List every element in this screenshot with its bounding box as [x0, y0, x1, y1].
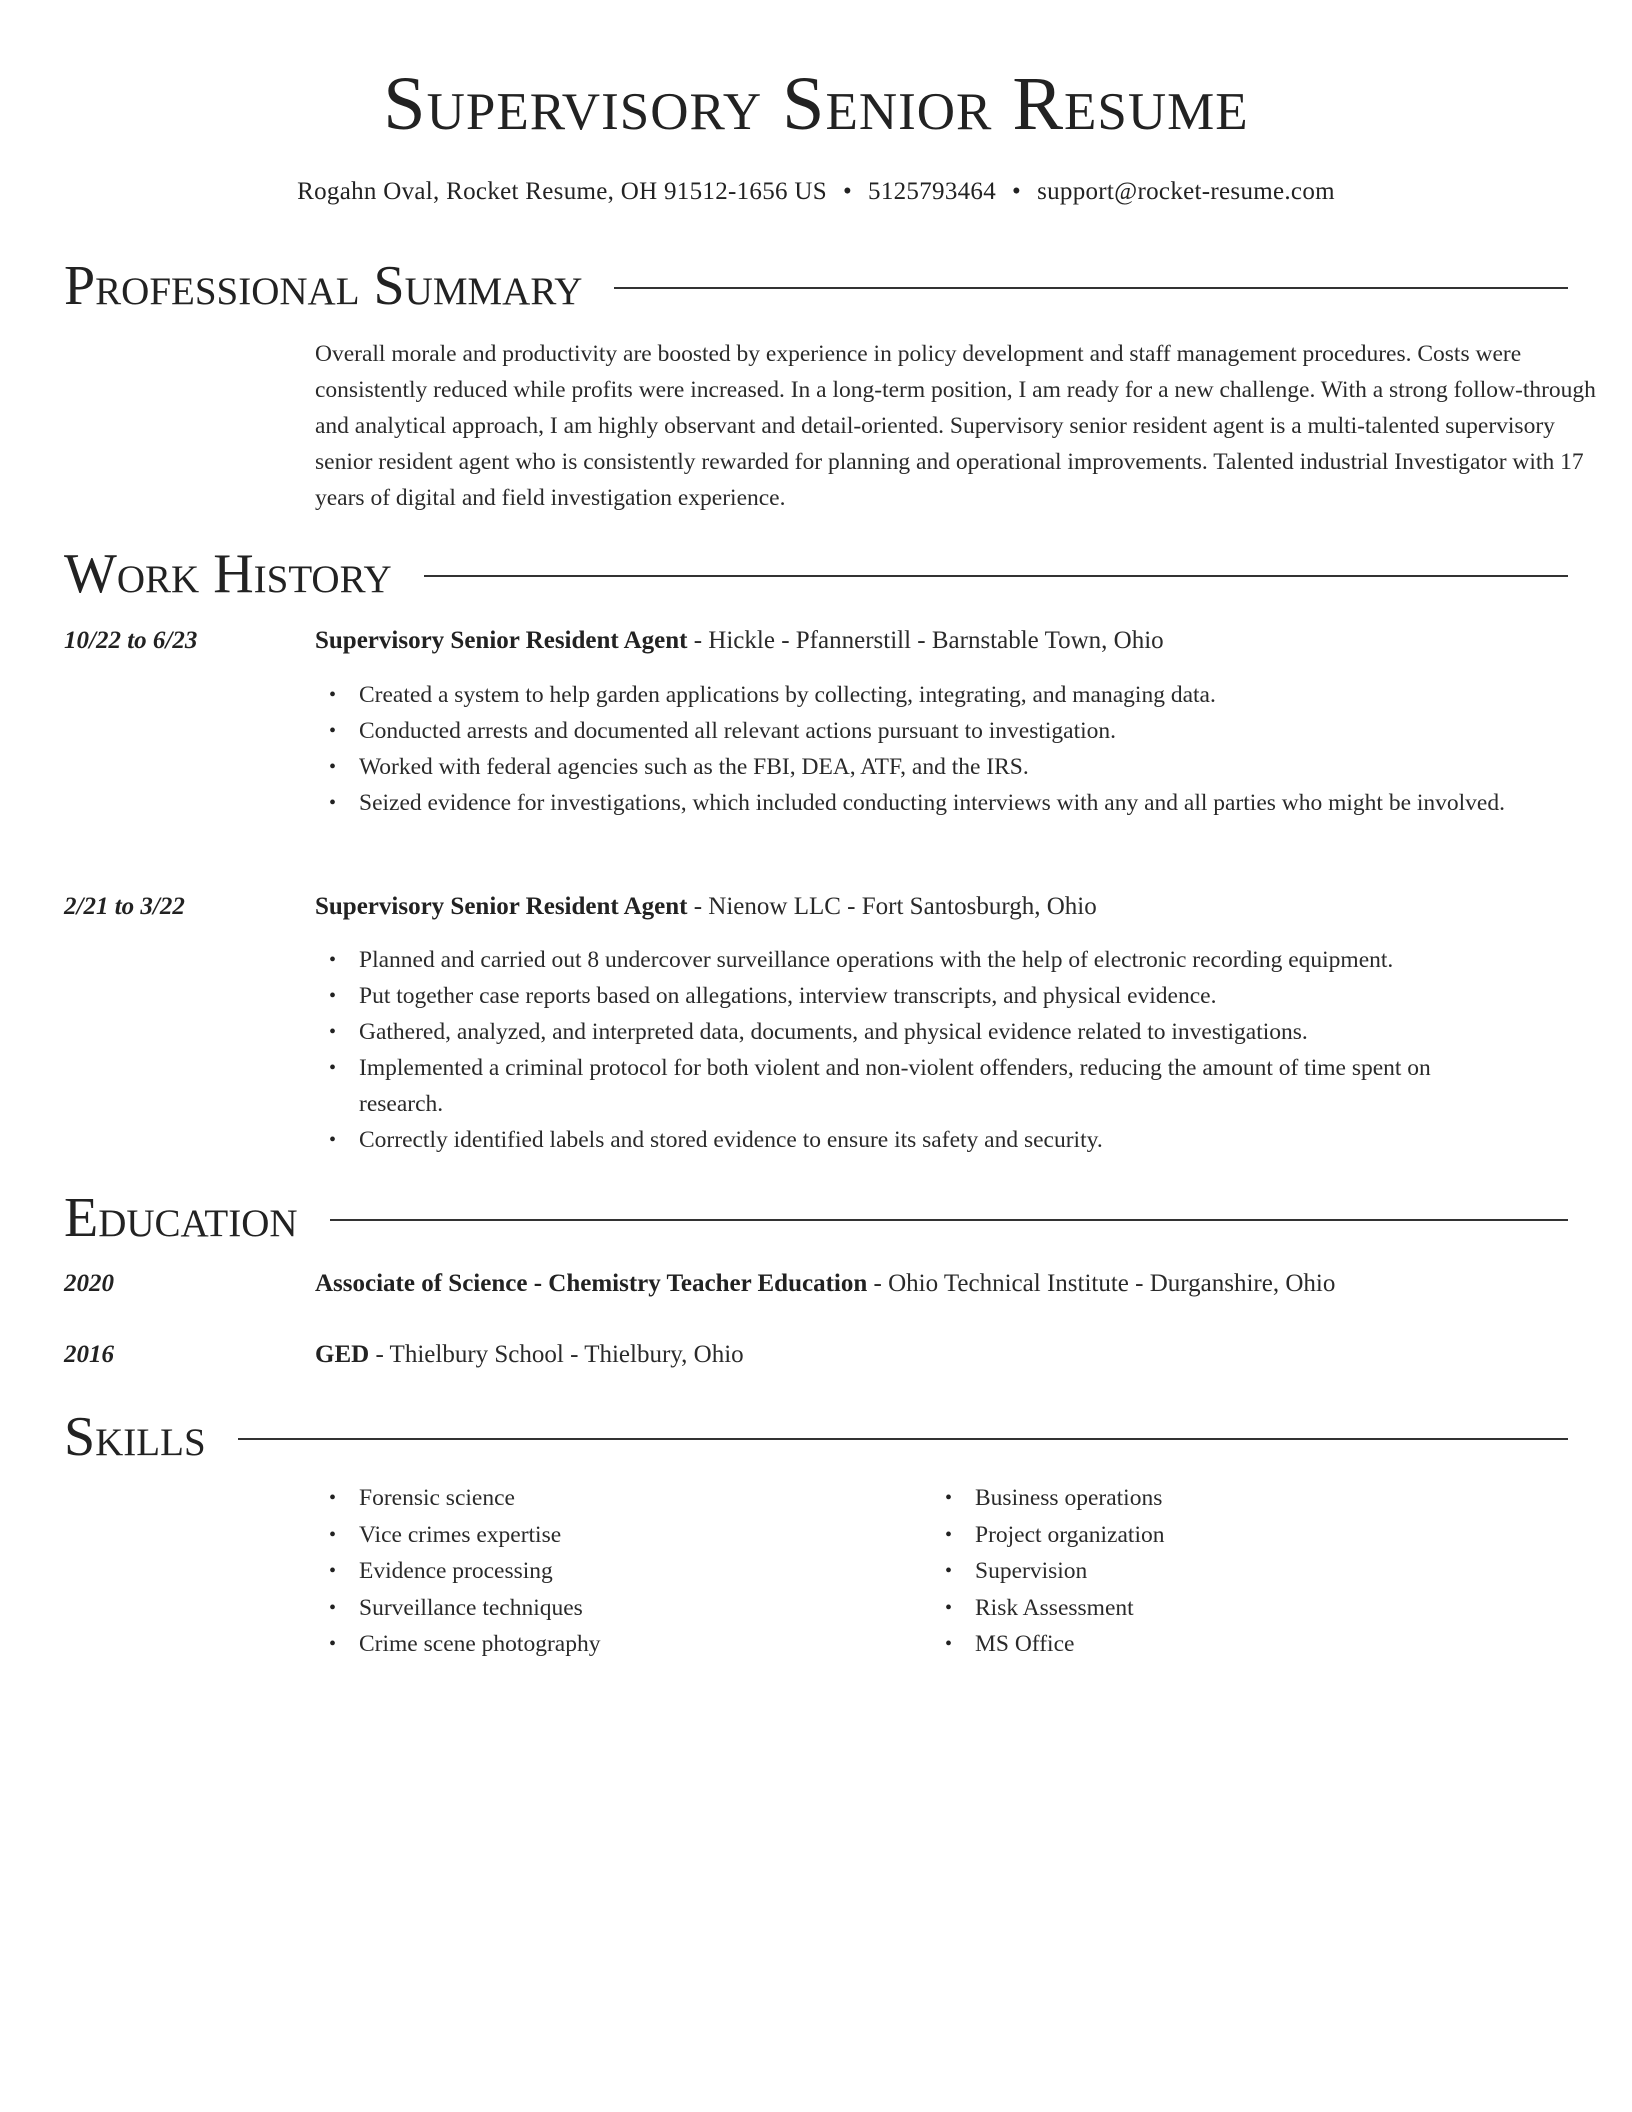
summary-text: Overall morale and productivity are boosted by experience in policy development and staff management procedures. Costs were consistently reduced while profits were increased. In a long-term position, I am ready for a new challenge. With a strong follow-through and analytical approach, I am highly observant and detail-oriented. Supervisory senior resident agent is a multi-talented supervisory senior resident agent who is consistently rewarded for planning and operational improvements. Talented industrial Investigator with 17 years of digital and field investigation experience.	[315, 341, 1596, 511]
list-item: • Put together case reports based on allegations, interview transcripts, and physical evidence.	[359, 978, 1519, 1014]
skills-section-header	[64, 1402, 1568, 1472]
list-item: • Project organization	[975, 1517, 1164, 1554]
skills-column-right	[931, 1480, 1164, 1663]
work-heading: Work History	[64, 543, 392, 605]
section-divider	[424, 575, 1568, 577]
list-item: • Correctly identified labels and stored evidence to ensure its safety and security.	[359, 1122, 1519, 1158]
education-details: - Ohio Technical Institute - Durganshire, Ohio	[867, 1270, 1336, 1297]
section-divider	[330, 1219, 1568, 1221]
contact-line	[64, 174, 1568, 210]
contact-separator: •	[842, 178, 853, 205]
list-item: • Vice crimes expertise	[359, 1517, 600, 1554]
contact-phone: 5125793464	[868, 178, 997, 205]
work-section-header	[64, 539, 1568, 609]
education-section-header	[64, 1183, 1568, 1253]
list-item: • Surveillance techniques	[359, 1590, 600, 1627]
list-item: • Conducted arrests and documented all relevant actions pursuant to investigation.	[359, 713, 1519, 749]
section-divider	[238, 1438, 1568, 1440]
work-title-line	[315, 623, 1164, 659]
job-title: Supervisory Senior Resident Agent	[315, 627, 688, 654]
education-year: 2016	[64, 1341, 114, 1368]
work-bullets-2	[315, 942, 1519, 1158]
work-bullets-1	[315, 677, 1519, 821]
work-dates: 10/22 to 6/23	[64, 627, 198, 654]
list-item: • Crime scene photography	[359, 1626, 600, 1663]
list-item: • Supervision	[975, 1553, 1164, 1590]
list-item: • Risk Assessment	[975, 1590, 1164, 1627]
education-details: - Thielbury School - Thielbury, Ohio	[369, 1341, 744, 1368]
section-divider	[614, 287, 1568, 289]
summary-section-header	[64, 251, 1568, 321]
skills-heading: Skills	[64, 1406, 206, 1468]
job-details: - Hickle - Pfannerstill - Barnstable Town, Ohio	[687, 627, 1164, 654]
education-title-line	[315, 1266, 1335, 1302]
degree: GED	[315, 1341, 370, 1368]
skills-column-left	[315, 1480, 600, 1663]
work-dates: 2/21 to 3/22	[64, 893, 185, 920]
list-item: • Gathered, analyzed, and interpreted data, documents, and physical evidence related to investigations.	[359, 1014, 1519, 1050]
list-item: • Planned and carried out 8 undercover surveillance operations with the help of electronic recording equipment.	[359, 942, 1519, 978]
job-title: Supervisory Senior Resident Agent	[315, 893, 688, 920]
list-item: • Implemented a criminal protocol for both violent and non-violent offenders, reducing the amount of time spent on research.	[359, 1050, 1519, 1122]
list-item: • Forensic science	[359, 1480, 600, 1517]
list-item: • MS Office	[975, 1626, 1164, 1663]
contact-separator: •	[1012, 178, 1022, 205]
list-item: • Business operations	[975, 1480, 1164, 1517]
contact-email: support@rocket-resume.com	[1037, 178, 1335, 205]
education-heading: Education	[64, 1187, 298, 1249]
summary-heading: Professional Summary	[64, 255, 583, 317]
work-title-line	[315, 889, 1097, 925]
contact-address: Rogahn Oval, Rocket Resume, OH 91512-1656 US	[297, 178, 827, 205]
list-item: • Seized evidence for investigations, which included conducting interviews with any and all parties who might be involved.	[359, 785, 1519, 821]
resume-title: Supervisory Senior Resume	[383, 62, 1249, 146]
list-item: • Worked with federal agencies such as the FBI, DEA, ATF, and the IRS.	[359, 749, 1519, 785]
list-item: • Evidence processing	[359, 1553, 600, 1590]
education-title-line	[315, 1337, 744, 1373]
job-details: - Nienow LLC - Fort Santosburgh, Ohio	[687, 893, 1097, 920]
education-year: 2020	[64, 1270, 114, 1297]
list-item: • Created a system to help garden applications by collecting, integrating, and managing data.	[359, 677, 1519, 713]
degree: Associate of Science - Chemistry Teacher Education	[315, 1270, 868, 1297]
